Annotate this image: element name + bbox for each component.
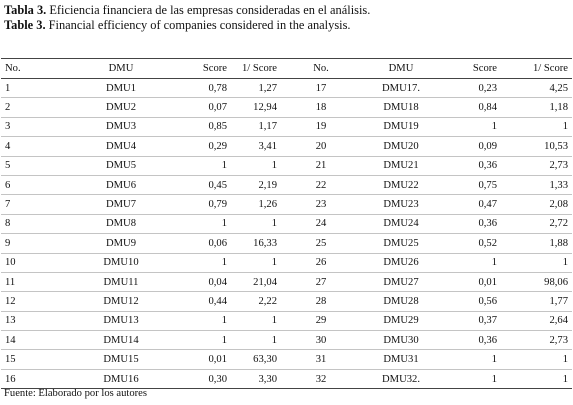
table-cell: 1,18 <box>501 98 572 117</box>
table-cell: 10 <box>1 253 71 272</box>
table-cell: 0,01 <box>171 350 231 369</box>
header-cell: Score <box>171 59 231 79</box>
table-cell: 1 <box>501 253 572 272</box>
caption-spanish-label: Tabla 3. <box>4 3 47 17</box>
table-cell: 29 <box>281 311 361 330</box>
table-cell: 0,06 <box>171 234 231 253</box>
table-caption <box>4 3 569 33</box>
table-cell: 0,45 <box>171 175 231 194</box>
table-row <box>1 292 572 311</box>
table-cell: 0,09 <box>441 137 501 156</box>
table-cell: 25 <box>281 234 361 253</box>
table-cell: 0,01 <box>441 272 501 291</box>
table-cell: 1 <box>171 156 231 175</box>
table-cell: 0,47 <box>441 195 501 214</box>
table-cell: DMU4 <box>71 137 171 156</box>
table-row <box>1 214 572 233</box>
table-cell: 0,56 <box>441 292 501 311</box>
table-cell: DMU30 <box>361 331 441 350</box>
header-cell: 1/ Score <box>501 59 572 79</box>
table-cell: 1 <box>231 156 281 175</box>
table-cell: DMU15 <box>71 350 171 369</box>
table-cell: 2,72 <box>501 214 572 233</box>
table-cell: 1 <box>231 214 281 233</box>
table-cell: 1 <box>441 350 501 369</box>
table-cell: DMU2 <box>71 98 171 117</box>
table-cell: DMU6 <box>71 175 171 194</box>
table-cell: 0,37 <box>441 311 501 330</box>
table-cell: DMU1 <box>71 79 171 98</box>
table-cell: 1 <box>1 79 71 98</box>
caption-spanish <box>4 3 569 18</box>
table-row <box>1 79 572 98</box>
header-cell: DMU <box>361 59 441 79</box>
table-row <box>1 175 572 194</box>
header-cell: DMU <box>71 59 171 79</box>
table-cell: 16,33 <box>231 234 281 253</box>
table-cell: 1,88 <box>501 234 572 253</box>
table-cell: 32 <box>281 369 361 388</box>
table-cell: 0,29 <box>171 137 231 156</box>
table-cell: 2,64 <box>501 311 572 330</box>
table-cell: 2,73 <box>501 331 572 350</box>
table-cell: DMU24 <box>361 214 441 233</box>
table-cell: 0,85 <box>171 117 231 136</box>
table-row <box>1 311 572 330</box>
header-cell: No. <box>281 59 361 79</box>
caption-english-text: Financial efficiency of companies considered in the analysis. <box>45 18 351 32</box>
table-cell: DMU29 <box>361 311 441 330</box>
caption-english <box>4 18 569 33</box>
table-cell: 1 <box>171 253 231 272</box>
table-cell: DMU21 <box>361 156 441 175</box>
table-cell: 0,04 <box>171 272 231 291</box>
table-cell: DMU14 <box>71 331 171 350</box>
table-cell: DMU16 <box>71 369 171 388</box>
table-row <box>1 253 572 272</box>
table-cell: 1 <box>231 311 281 330</box>
table-cell: 24 <box>281 214 361 233</box>
table-cell: 28 <box>281 292 361 311</box>
table-cell: 9 <box>1 234 71 253</box>
table-cell: DMU23 <box>361 195 441 214</box>
table-row <box>1 331 572 350</box>
table-cell: DMU19 <box>361 117 441 136</box>
table-cell: 30 <box>281 331 361 350</box>
table-row <box>1 272 572 291</box>
header-cell: 1/ Score <box>231 59 281 79</box>
table-cell: DMU27 <box>361 272 441 291</box>
table-cell: DMU17. <box>361 79 441 98</box>
table-cell: 1 <box>171 311 231 330</box>
table-cell: 0,75 <box>441 175 501 194</box>
header-cell: No. <box>1 59 71 79</box>
table-cell: DMU13 <box>71 311 171 330</box>
table-row <box>1 137 572 156</box>
table-cell: 1,77 <box>501 292 572 311</box>
table-cell: 1 <box>441 253 501 272</box>
table-cell: 3,30 <box>231 369 281 388</box>
table-row <box>1 98 572 117</box>
table-cell: 11 <box>1 272 71 291</box>
table-cell: 3,41 <box>231 137 281 156</box>
table-cell: 0,44 <box>171 292 231 311</box>
table-cell: 20 <box>281 137 361 156</box>
table-cell: 63,30 <box>231 350 281 369</box>
table-cell: 15 <box>1 350 71 369</box>
table-cell: DMU25 <box>361 234 441 253</box>
table-cell: 7 <box>1 195 71 214</box>
table-cell: 18 <box>281 98 361 117</box>
table-row <box>1 350 572 369</box>
table-cell: 1 <box>171 331 231 350</box>
table-cell: 1 <box>171 214 231 233</box>
table-cell: DMU31 <box>361 350 441 369</box>
table-cell: 21,04 <box>231 272 281 291</box>
table-cell: 3 <box>1 117 71 136</box>
table-cell: 0,36 <box>441 156 501 175</box>
table-cell: 23 <box>281 195 361 214</box>
table-cell: 1 <box>501 117 572 136</box>
table-cell: 4 <box>1 137 71 156</box>
table-cell: 6 <box>1 175 71 194</box>
table-cell: 13 <box>1 311 71 330</box>
table-cell: DMU20 <box>361 137 441 156</box>
table-cell: 27 <box>281 272 361 291</box>
table-cell: 1 <box>501 369 572 388</box>
table-cell: 4,25 <box>501 79 572 98</box>
table-cell: DMU26 <box>361 253 441 272</box>
table-cell: 21 <box>281 156 361 175</box>
table-cell: 17 <box>281 79 361 98</box>
efficiency-table <box>1 58 572 389</box>
table-cell: 0,30 <box>171 369 231 388</box>
table-cell: 2,73 <box>501 156 572 175</box>
table-cell: 2 <box>1 98 71 117</box>
table-cell: 0,52 <box>441 234 501 253</box>
table-cell: DMU9 <box>71 234 171 253</box>
table-cell: 1,33 <box>501 175 572 194</box>
table-cell: 1,17 <box>231 117 281 136</box>
table-cell: DMU32. <box>361 369 441 388</box>
table-cell: 0,36 <box>441 331 501 350</box>
table-cell: DMU28 <box>361 292 441 311</box>
table-cell: 0,84 <box>441 98 501 117</box>
table-cell: 1 <box>231 253 281 272</box>
table-cell: DMU11 <box>71 272 171 291</box>
table-body <box>1 79 572 389</box>
table-cell: 1,27 <box>231 79 281 98</box>
table-row <box>1 117 572 136</box>
table-cell: DMU8 <box>71 214 171 233</box>
table-row <box>1 195 572 214</box>
table-row <box>1 156 572 175</box>
table-cell: 2,08 <box>501 195 572 214</box>
table-cell: DMU3 <box>71 117 171 136</box>
table-cell: 14 <box>1 331 71 350</box>
table-row <box>1 369 572 388</box>
table-cell: 1 <box>231 331 281 350</box>
table-row <box>1 234 572 253</box>
table-cell: 1 <box>441 117 501 136</box>
table-cell: 31 <box>281 350 361 369</box>
table-cell: 1 <box>441 369 501 388</box>
table-cell: DMU7 <box>71 195 171 214</box>
header-cell: Score <box>441 59 501 79</box>
table-cell: 8 <box>1 214 71 233</box>
table-cell: 0,07 <box>171 98 231 117</box>
table-cell: 5 <box>1 156 71 175</box>
table-cell: 1,26 <box>231 195 281 214</box>
table-cell: DMU10 <box>71 253 171 272</box>
table-cell: 10,53 <box>501 137 572 156</box>
table-cell: 16 <box>1 369 71 388</box>
caption-spanish-text: Eficiencia financiera de las empresas consideradas en el análisis. <box>46 3 371 17</box>
table-cell: 2,19 <box>231 175 281 194</box>
table-cell: 98,06 <box>501 272 572 291</box>
table-cell: 2,22 <box>231 292 281 311</box>
table-cell: DMU12 <box>71 292 171 311</box>
table-cell: DMU22 <box>361 175 441 194</box>
table-cell: 0,23 <box>441 79 501 98</box>
table-cell: 1 <box>501 350 572 369</box>
table-cell: DMU18 <box>361 98 441 117</box>
table-cell: 0,36 <box>441 214 501 233</box>
table-cell: 19 <box>281 117 361 136</box>
table-header-row <box>1 59 572 79</box>
source-note: Fuente: Elaborado por los autores <box>4 388 147 399</box>
table-cell: 0,78 <box>171 79 231 98</box>
caption-english-label: Table 3. <box>4 18 46 32</box>
table-cell: 12 <box>1 292 71 311</box>
table-cell: DMU5 <box>71 156 171 175</box>
table-cell: 22 <box>281 175 361 194</box>
table-cell: 12,94 <box>231 98 281 117</box>
table-cell: 0,79 <box>171 195 231 214</box>
table-cell: 26 <box>281 253 361 272</box>
